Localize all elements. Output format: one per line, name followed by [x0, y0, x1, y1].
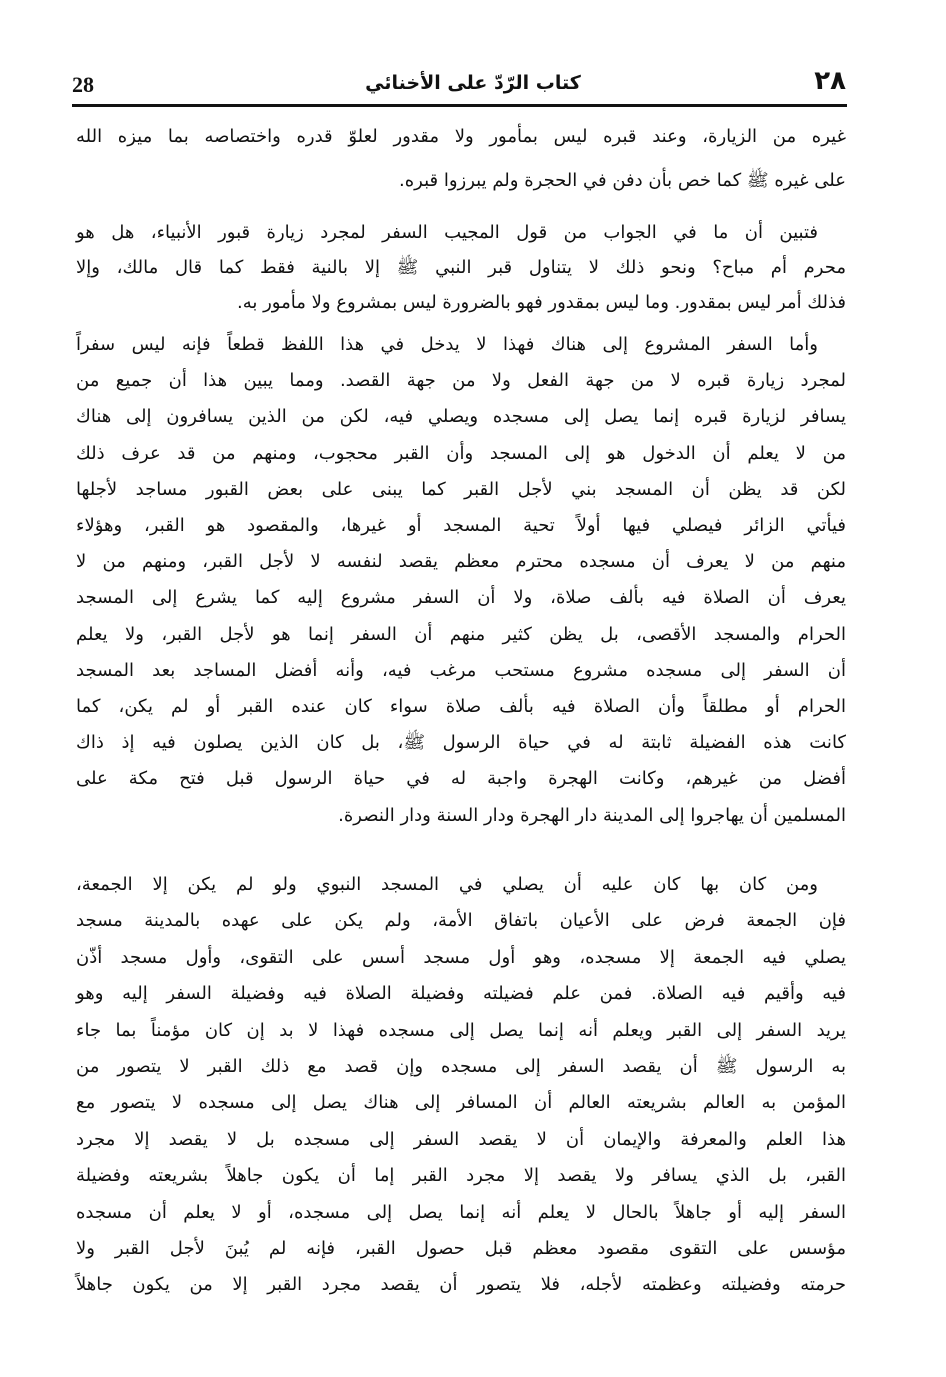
text-line: يسافر لزيارة قبره إنما يصل إلى مسجده ويصلي فيه، لكن من الذين يسافرون إلى هناك — [76, 406, 846, 428]
book-title: كتاب الرّدّ على الأخنائي — [365, 72, 581, 94]
text-line: السفر إليه أو جاهلاً بالحال لا يعلم أنه إنما يصل إلى مسجده، أو لا يعلم أن مسجده — [76, 1201, 846, 1223]
text-line: محرم أم مباح؟ ونحو ذلك لا يتناول قبر النبي ﷺ إلا بالنية فقط كما قال مالك، وإلا — [76, 257, 846, 278]
text-line: فتبين أن ما في الجواب من قول المجيب السفر لمجرد زيارة قبور الأنبياء، هل هو — [76, 222, 818, 243]
text-line: يعرف أن الصلاة فيه بألف صلاة، ولا أن السفر مشروع إليه كما يشرع إلى المسجد — [76, 587, 846, 609]
page-number: 28 — [72, 72, 94, 97]
text-line: أفضل من غيرهم، وكانت الهجرة واجبة له في حياة الرسول قبل فتح مكة على — [76, 768, 846, 790]
text-line: المؤمن به العالم بشريعته العالم أن المسافر إلى هناك يصل إلى مسجده لا يتصور مع — [76, 1092, 846, 1114]
text-line: الحرام والمسجد الأقصى، بل يظن كثير منهم أن السفر إنما هو لأجل القبر، ولا يعلم — [76, 623, 846, 645]
text-line: القبر، بل الذي يسافر ولا يقصد إلا مجرد القبر إما أن يكون جاهلاً بشريعته وفضيلة — [76, 1165, 846, 1187]
text-line: هذا العلم والمعرفة والإيمان أن لا يقصد السفر إلى مسجده بل لا يقصد إلا مجرد — [76, 1128, 846, 1150]
text-line: حرمته وفضيلته وعظمته لأجله، فلا يتصور أن يقصد مجرد القبر إلا من يكون جاهلاً — [76, 1274, 846, 1296]
page-number-arabic: ٢٨ — [814, 66, 846, 96]
text-line: مؤسس على التقوى مقصود معظم قبل حصول القبر، فإنه لم يُبنَ لأجل القبر ولا — [76, 1238, 846, 1259]
text-line: من لا يعلم أن الدخول هو إلى المسجد وأن القبر محجوب، ومنهم من قد عرف ذلك — [76, 442, 846, 464]
text-line: الحرام أو مطلقاً وأن الصلاة فيه بألف صلاة سواء كان عنده القبر أو لم يكن، كما — [76, 696, 846, 717]
text-line: يريد السفر إلى القبر ويعلم أنه إنما يصل إلى مسجده فهذا لا بد إن كان مؤمناً بما جاء — [76, 1019, 846, 1041]
text-line: على غيره ﷺ كما خص بأن دفن في الحجرة ولم يبرزوا قبره. — [399, 170, 846, 191]
text-line: لمجرد زيارة قبره لا من جهة الفعل ولا من جهة القصد. ومما يبين هذا أن جميع من — [76, 370, 846, 392]
text-line: منهم من لا يعرف أن مسجده محترم معظم يقصد لنفسه لا لأجل القبر، ومنهم من لا — [76, 551, 846, 573]
text-line: فذلك أمر ليس بمقدور. وما ليس بمقدور فهو بالضرورة ليس بمشروع ولا مأمور به. — [237, 292, 846, 313]
text-line: به الرسول ﷺ أن يقصد السفر إلى مسجده وإن قصد مع ذلك القبر لا يتصور من — [76, 1056, 846, 1077]
text-line: كانت هذه الفضيلة ثابتة له في حياة الرسول ﷺ، بل كان الذين يصلون فيه إذ ذاك — [76, 732, 846, 754]
text-line: وأما السفر المشروع إلى هناك فهذا لا يدخل في هذا اللفظ قطعاً فإنه ليس سفراً — [76, 334, 818, 355]
text-line: لكن قد يظن أن المسجد بني لأجل القبر كما يبنى على بعض القبور مساجد لأجلها — [76, 478, 846, 500]
text-line: المسلمين أن يهاجروا إلى المدينة دار الهجرة ودار السنة ودار النصرة. — [338, 804, 846, 826]
text-line: فإن الجمعة فرض على الأعيان باتفاق الأمة، ولم يكن على عهده بالمدينة مسجد — [76, 910, 846, 932]
text-line: فيه وأقيم فيه الصلاة. فمن علم فضيلته وفضيلة الصلاة فيه وفضيلة السفر إليه وهو — [76, 983, 846, 1005]
text-line: ومن كان بها كان عليه أن يصلي في المسجد النبوي ولو لم يكن إلا الجمعة، — [76, 874, 818, 895]
text-line: أن السفر إلى مسجده مشروع مستحب مرغب فيه، وأنه أفضل المساجد بعد المسجد — [76, 659, 846, 681]
header-divider — [72, 104, 847, 107]
text-line: يصلي فيه الجمعة إلا مسجده، وهو أول مسجد أسس على التقوى، وأول مسجد أذّن — [76, 946, 846, 968]
text-line: غيره من الزيارة، وعند قبره ليس بمأمور ولا مقدور لعلوّ قدره واختصاصه بما ميزه الله — [76, 126, 846, 147]
text-line: فيأتي الزائر فيصلي فيها أولاً تحية المسجد أو غيرها، والمقصود هو القبر، وهؤلاء — [76, 515, 846, 536]
